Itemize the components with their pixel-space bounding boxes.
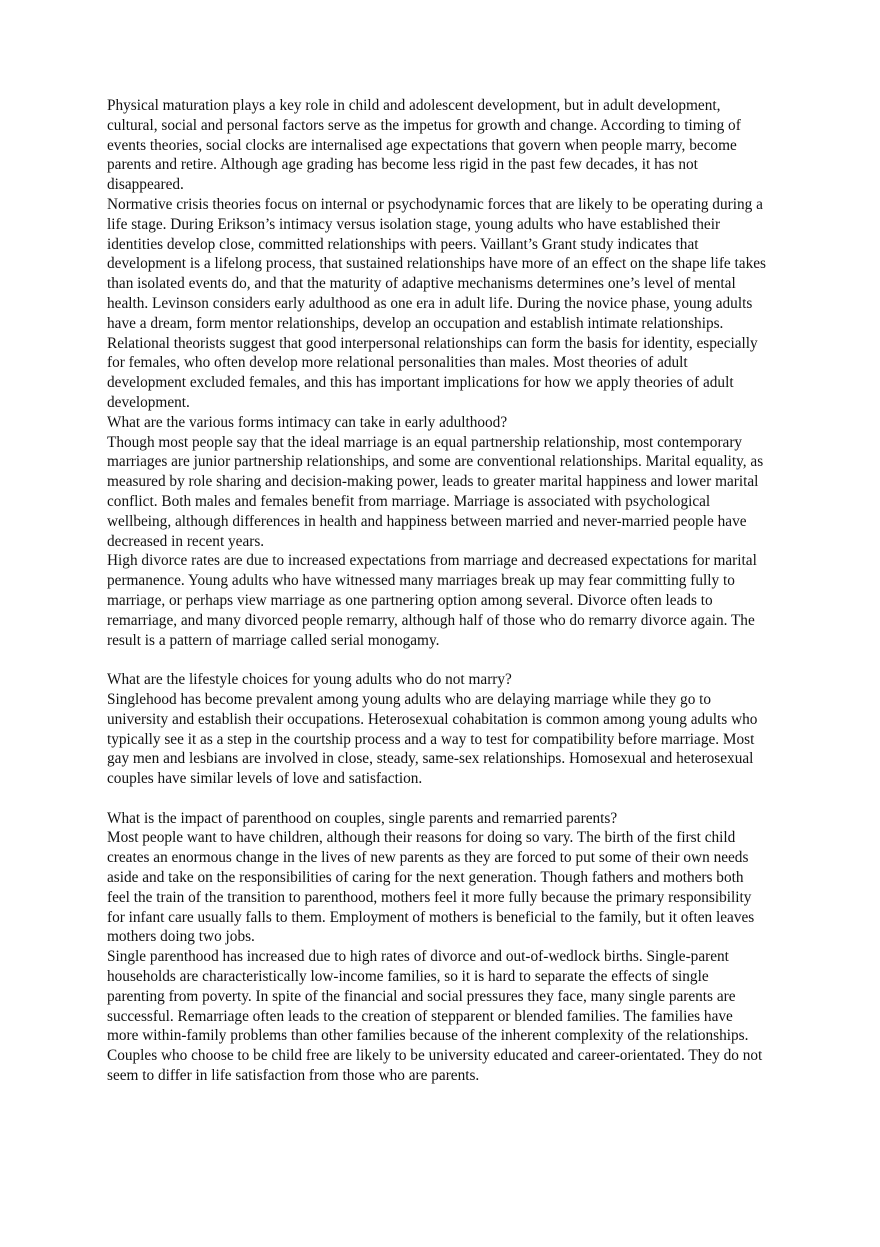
question-lifestyle-choices: What are the lifestyle choices for young adults who do not marry? [107, 671, 512, 689]
paragraph-single-parenthood: Single parenthood has increased due to high rates of divorce and out-of-wedlock births. Single-parent households are characteristically low-income families, so it is hard to separate the effects of single parenting from poverty. In spite of the financial and social pressures they face, many single parents are successful. Remarriage often leads to the creation of stepparent or blended families. The families have more within-family problems than other families because of the inherent complexity of the relationships. Couples who choose to be child free are likely to be university educated and career-orientated. They do not seem to differ in life satisfaction from those who are parents. [107, 948, 763, 1085]
document-page [107, 96, 767, 1086]
paragraph-parenthood: Most people want to have children, although their reasons for doing so vary. The birth of the first child creates an enormous change in the lives of new parents as they are forced to put some of their own needs aside and take on the responsibilities of caring for the next generation. Though fathers and mothers both feel the train of the transition to parenthood, mothers feel it more fully because the primary responsibility for infant care usually falls to them. Employment of mothers is beneficial to the family, but it often leaves mothers doing two jobs. [107, 829, 755, 946]
paragraph-marriage: Though most people say that the ideal marriage is an equal partnership relationship, most contemporary marriages are junior partnership relationships, and some are conventional relationships. Marital equality, as measured by role sharing and decision-making power, leads to greater marital happiness and lower marital conflict. Both males and females benefit from marriage. Marriage is associated with psychological wellbeing, although differences in health and happiness between married and never-married people have decreased in recent years. [107, 433, 764, 550]
paragraph-adult-development-intro: Physical maturation plays a key role in child and adolescent development, but in adult development, cultural, social and personal factors serve as the impetus for growth and change. According to timing of events theories, social clocks are internalised age expectations that govern when people marry, become parents and retire. Although age grading has become less rigid in the past few decades, it has not disappeared. [107, 97, 741, 194]
paragraph-divorce: High divorce rates are due to increased expectations from marriage and decreased expectations for marital permanence. Young adults who have witnessed many marriages break up may fear committing fully to marriage, or perhaps view marriage as one partnering option among several. Divorce often leads to remarriage, and many divorced people remarry, although half of those who do remarry divorce again. The result is a pattern of marriage called serial monogamy. [107, 552, 757, 649]
paragraph-spacer [107, 789, 767, 809]
paragraph-normative-crisis-theories: Normative crisis theories focus on internal or psychodynamic forces that are likely to be operating during a life stage. During Erikson’s intimacy versus isolation stage, young adults who have established their identities develop close, committed relationships with peers. Vaillant’s Grant study indicates that development is a lifelong process, that sustained relationships have more of an effect on the shape life takes than isolated events do, and that the maturity of adaptive mechanisms determines one’s level of mental health. Levinson considers early adulthood as one era in adult life. During the novice phase, young adults have a dream, form mentor relationships, develop an occupation and establish intimate relationships. Relational theorists suggest that good interpersonal relationships can form the basis for identity, especially for females, who often develop more relational personalities than males. Most theories of adult development excluded females, and this has important implications for how we apply theories of adult development. [107, 195, 766, 411]
paragraph-singlehood: Singlehood has become prevalent among young adults who are delaying marriage while they go to university and establish their occupations. Heterosexual cohabitation is common among young adults who typically see it as a step in the courtship process and a way to test for compatibility before marriage. Most gay men and lesbians are involved in close, steady, same-sex relationships. Homosexual and heterosexual couples have similar levels of love and satisfaction. [107, 690, 758, 788]
question-parenthood-impact: What is the impact of parenthood on couples, single parents and remarried parents? [107, 809, 618, 827]
paragraph-spacer [107, 650, 767, 670]
question-intimacy-forms: What are the various forms intimacy can take in early adulthood? [107, 413, 508, 431]
